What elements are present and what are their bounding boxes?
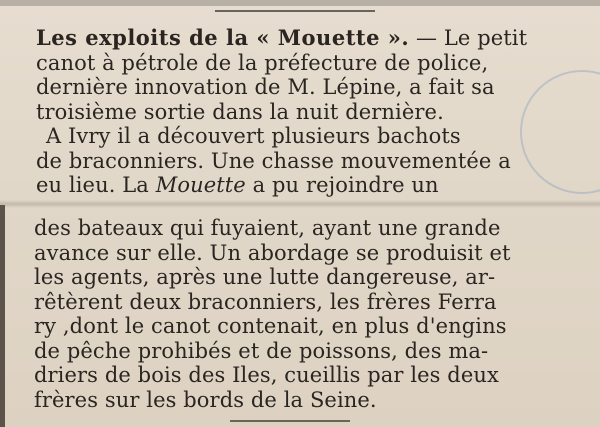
article-line: de braconniers. Une chasse mouvementée a (36, 148, 511, 173)
paper-fold (0, 200, 600, 208)
article-line: eu lieu. La Mouette a pu rejoindre un (36, 173, 439, 197)
article-line: A Ivry il a découvert plusieurs bachots (46, 124, 461, 148)
article-lower-column (34, 216, 578, 412)
article-line: frères sur les bords de la Seine. (34, 387, 377, 412)
article-line: ry ,dont le canot contenait, en plus d'engins (34, 314, 507, 338)
article-line: dernière innovation de M. Lépine, a fait sa (36, 75, 495, 99)
article-upper-column (36, 26, 576, 198)
bottom-rule (230, 420, 350, 422)
left-column-rule (0, 205, 5, 427)
article-title: Les exploits de la « Mouette ». (36, 26, 410, 50)
article-line: troisième sortie dans la nuit dernière. (36, 99, 444, 124)
article-line: les agents, après une lutte dangereuse, ar- (34, 265, 496, 289)
article-line: canot à pétrole de la préfecture de police, (36, 50, 489, 75)
article-line: des bateaux qui fuyaient, ayant une grande (34, 216, 501, 240)
top-rule (215, 10, 375, 12)
article-line: rêtèrent deux braconniers, les frères Ferra (34, 289, 497, 314)
boat-name: Mouette (155, 173, 246, 197)
article-line: avance sur elle. Un abordage se produisit et (34, 240, 511, 265)
article-line: driers de bois des Iles, cueillis par les deux (34, 363, 499, 387)
top-paper-edge (0, 0, 600, 6)
article-line: Les exploits de la « Mouette ». — Le petit (36, 26, 528, 50)
article-line: de pêche prohibés et de poissons, des ma- (34, 338, 489, 363)
